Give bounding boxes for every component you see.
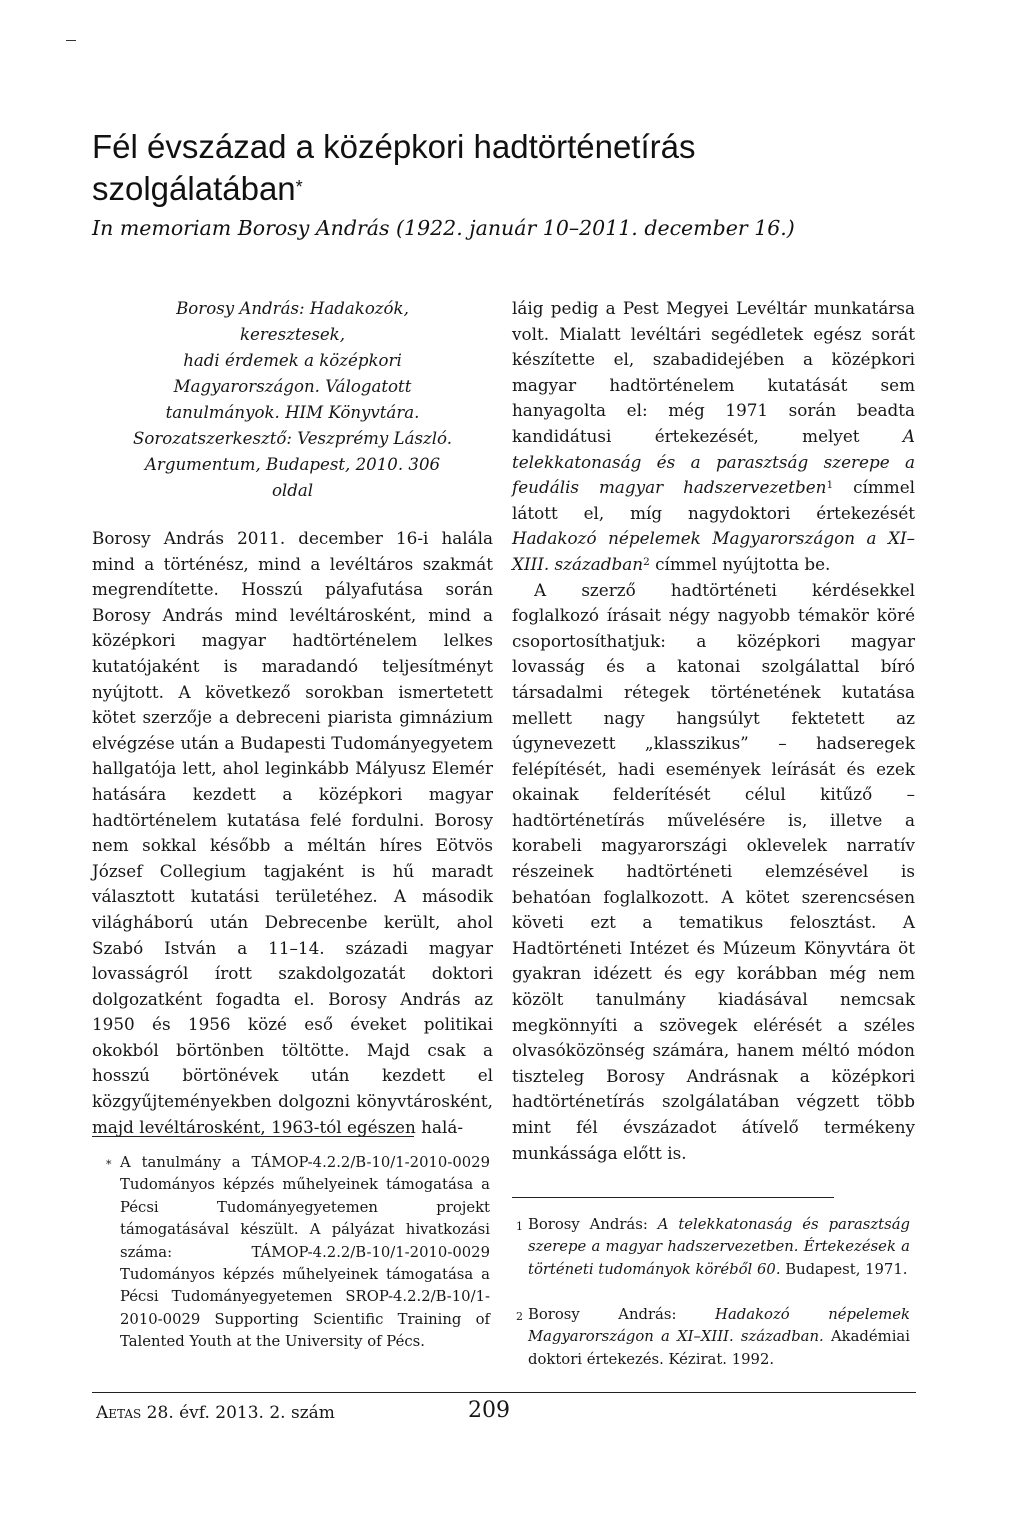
footnote-ref-2[interactable]: 2 <box>643 555 650 568</box>
body-paragraph-1: Borosy András 2011. december 16-i halála mind a történész, mind a levéltáros szakmát megrendítette. Hosszú pályafutása során Borosy András mind levéltárosként, mind a középkori magyar hadtörténelem lelkes kutatójaként is maradandó teljesítményt nyújtott. A következő sorokban ismertetett kötet szerzője a debreceni piarista gimnázium elvégzése után a Budapesti Tudományegyetem hallgatója lett, ahol leginkább Mályusz Elemér hatására kezdett a középkori magyar hadtörténelem kutatása felé fordulni. Borosy nem sokkal később a méltán híres Eötvös József Collegium tagjaként is hű maradt választott kutatási területéhez. A második világháború után Debrecenbe került, ahol Szabó István a 11–14. századi magyar lovasságról írott szakdolgozatát doktori dolgozatként fogadta el. Borosy András az 1950 és 1956 közé eső éveket politikai okokból börtönben töltötte. Majd csak a hosszú börtönévek után kezdett el közgyűjteményekben dolgozni könyvtárosként, majd levéltárosként, 1963-tól egészen halá- <box>92 528 493 1137</box>
journal-citation <box>96 1401 335 1425</box>
book-reference <box>92 296 493 504</box>
p2-italic-title-2: Hadakozó népelemek Magyarországon a XI–XIII. században <box>512 528 915 574</box>
article-title-text: Fél évszázad a középkori hadtörténetírás szolgálatában <box>92 128 696 207</box>
book-line-3: Magyarországon. Válogatott <box>173 377 412 396</box>
footnote-2-author: Borosy András: <box>528 1306 716 1323</box>
footnote-ref-1[interactable]: 1 <box>826 479 834 492</box>
book-line-1: Borosy András: Hadakozók, keresztesek, <box>176 299 409 344</box>
p2-italic-title-1: A telekkatonaság és a parasztság szerepe a feudális magyar hadszervezetben <box>512 425 915 498</box>
footnote-1-author: Borosy András: <box>528 1216 658 1233</box>
footnote-2 <box>516 1304 910 1371</box>
footnote-1-title: A telekkatonaság és parasztság szerepe a magyar hadszervezetben. Értekezések a történeti tudományok köréből 60. <box>528 1216 910 1278</box>
footnote-1-mark: 1 <box>516 1220 523 1233</box>
title-footnote-mark: * <box>295 177 303 197</box>
body-paragraph-2 <box>512 296 915 578</box>
page-number: 209 <box>468 1398 510 1423</box>
p2-text-c: címmel nyújtotta be. <box>649 553 831 574</box>
book-line-5: Sorozatszerkesztő: Veszprémy László. <box>133 429 452 448</box>
p2-text-b: címmel látott el, míg nagydoktori értekezését <box>512 477 915 523</box>
footer-rule <box>92 1392 916 1393</box>
footnote-star-text: A tanulmány a TÁMOP-4.2.2/B-10/1-2010-0029 Tudományos képzés műhelyeinek támogatása a Pécsi Tudományegyetemen projekt támogatásával készült. A pályázat hivatkozási száma: TÁMOP-4.2.2/B-10/1-2010-0029 Tudományos képzés műhelyeinek támogatása a Pécsi Tudományegyetemen SROP-4.2.2/B-10/1-2010-0029 Supporting Scientific Training of Talented Youth at the University of Pécs. <box>120 1154 490 1351</box>
right-column <box>512 296 915 1166</box>
book-line-4: tanulmányok. HIM Könyvtára. <box>165 403 420 422</box>
left-footnote-rule <box>92 1136 414 1137</box>
footnote-2-title: Hadakozó népelemek Magyarországon a XI–XIII. században. <box>528 1306 910 1346</box>
footnote-star <box>106 1152 490 1354</box>
footnote-1 <box>516 1214 910 1281</box>
footnote-2-note: Akadémiai doktori értekezés. Kézirat. 1992. <box>528 1328 910 1368</box>
book-line-6: Argumentum, Budapest, 2010. 306 oldal <box>144 455 441 500</box>
book-line-2: hadi érdemek a középkori <box>183 351 402 370</box>
article-subtitle: In memoriam Borosy András (1922. január 10–2011. december 16.) <box>92 216 795 240</box>
footnote-1-imprint: Budapest, 1971. <box>780 1260 908 1278</box>
journal-issue: 28. évf. 2013. 2. szám <box>141 1403 335 1423</box>
article-title <box>92 126 852 210</box>
footnote-2-mark: 2 <box>516 1310 523 1323</box>
right-footnote-rule <box>512 1197 834 1198</box>
body-paragraph-3: A szerző hadtörténeti kérdésekkel foglalkozó írásait négy nagyobb témakör köré csoportosíthatjuk: a középkori magyar lovasság és a katonai szolgálattal bíró társadalmi rétegek történetének kutatása mellett nagy hangsúlyt fektetett az úgynevezett „klasszikus” – hadseregek felépítését, hadi események leírását és ezek okainak felderítését célul kitűző – hadtörténetírás művelésére is, illetve a korabeli magyarországi oklevelek narratív részeinek hadtörténeti elemzésével is behatóan foglalkozott. A kötet szerencsésen követi ezt a tematikus felosztást. A Hadtörténeti Intézet és Múzeum Könyvtára öt gyakran idézett és egy korábban még nem közölt tanulmány kiadásával nemcsak megkönnyíti a szövegek elérését a széles olvasóközönség számára, hanem méltó módon tiszteleg Borosy Andrásnak a középkori hadtörténetírás szolgálatában végzett több mint fél évszázadot átívelő termékeny munkássága előtt is. <box>512 579 915 1163</box>
footnote-star-mark: * <box>106 1158 112 1171</box>
journal-name: Aetas <box>96 1403 142 1423</box>
left-column <box>92 296 493 1140</box>
page-dash-mark <box>66 40 76 41</box>
p2-text-a: láig pedig a Pest Megyei Levéltár munkatársa volt. Mialatt levéltári segédletek egész sorát készítette el, szabadidejében a középkori magyar hadtörténelem kutatását sem hanyagolta el: még 1971 során beadta kandidátusi értekezését, melyet <box>512 298 915 446</box>
